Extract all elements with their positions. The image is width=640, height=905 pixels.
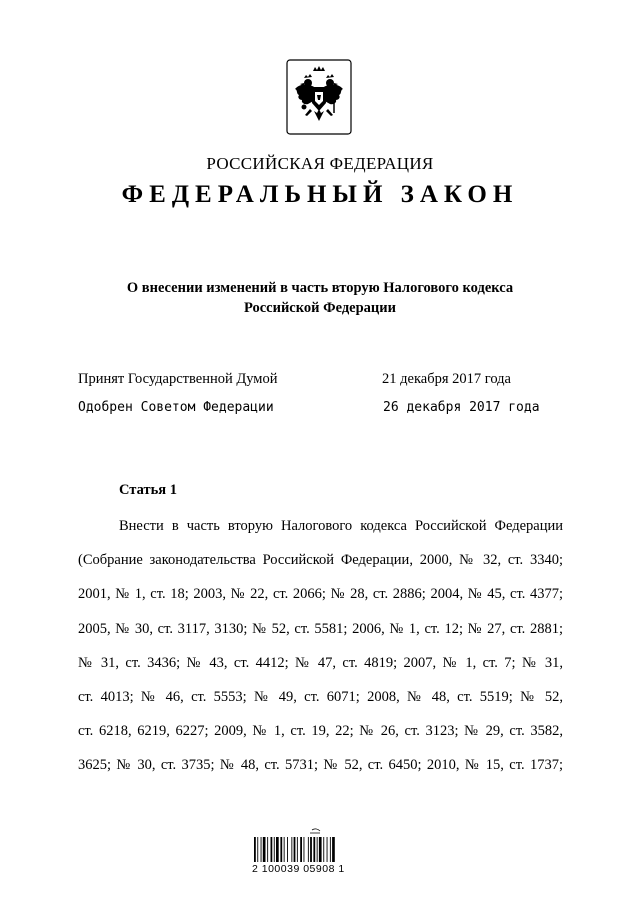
text-line: 2001, № 1, ст. 18; 2003, № 22, ст. 2066; № 28, ст. 2886; 2004, № 45, ст. 4377; <box>78 586 563 603</box>
country-name: РОССИЙСКАЯ ФЕДЕРАЦИЯ <box>206 154 434 173</box>
text-line: № 31, ст. 3436; № 43, ст. 4412; № 47, ст. 4819; 2007, № 1, ст. 7; № 31, <box>78 654 563 671</box>
approval-date: 26 декабря 2017 года <box>383 400 540 415</box>
article-text <box>78 514 563 788</box>
document-type: ФЕДЕРАЛЬНЫЙ ЗАКОН <box>121 181 519 208</box>
text-line: ст. 6218, 6219, 6227; 2009, № 1, ст. 19, 22; № 26, ст. 3123; № 29, ст. 3582, <box>78 723 563 740</box>
law-title-line: О внесении изменений в часть вторую Налогового кодекса <box>126 280 514 296</box>
approval-date: 21 декабря 2017 года <box>382 371 511 387</box>
law-title <box>0 278 640 318</box>
russian-coat-of-arms-icon <box>286 59 352 135</box>
text-line: Внести в часть вторую Налогового кодекса Российской Федерации <box>119 518 563 534</box>
approval-body: Принят Государственной Думой <box>78 371 278 387</box>
text-line: 3625; № 30, ст. 3735; № 48, ст. 5731; № 52, ст. 6450; 2010, № 15, ст. 1737; <box>78 757 563 774</box>
law-title-line: Российской Федерации <box>243 300 396 316</box>
text-line: (Собрание законодательства Российской Федерации, 2000, № 32, ст. 3340; <box>78 552 563 569</box>
approval-body: Одобрен Советом Федерации <box>78 400 274 415</box>
article-heading: Статья 1 <box>119 482 177 498</box>
text-line: ст. 4013; № 46, ст. 5553; № 49, ст. 6071; 2008, № 48, ст. 5519; № 52, <box>78 688 563 705</box>
text-line: 2005, № 30, ст. 3117, 3130; № 52, ст. 5581; 2006, № 1, ст. 12; № 27, ст. 2881; <box>78 620 563 637</box>
signature-mark <box>310 829 320 833</box>
barcode-number: 2 100039 05908 1 <box>252 863 345 875</box>
